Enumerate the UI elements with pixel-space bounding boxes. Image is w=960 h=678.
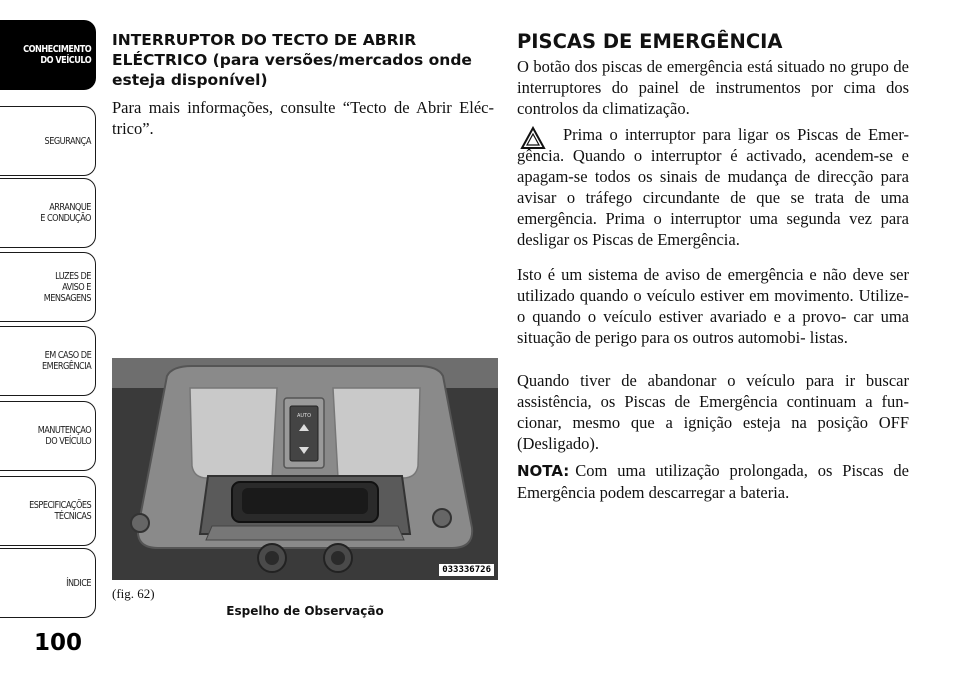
overhead-console-photo (112, 358, 498, 580)
hazard-paragraph-2-text: Prima o interruptor para ligar os Piscas de Emer- gência. Quando o interruptor é activado, acendem-se e apagam-se todos os sinais de mudança de direcção para avisar o tráfego circundante de que se trata de uma emergência. Prima o interruptor uma segunda vez para desligar os Piscas de Emergência. (517, 125, 909, 249)
figure-caption: Espelho de Observação (226, 604, 384, 618)
tab-label: EM CASO DE EMERGÊNCIA (41, 350, 91, 372)
hazard-note (517, 460, 909, 503)
page-number: 100 (34, 630, 83, 656)
tab-arranque-e-conducao[interactable] (0, 178, 96, 248)
tab-seguranca[interactable] (0, 106, 96, 176)
section-heading-hazard-lights: PISCAS DE EMERGÊNCIA (517, 30, 783, 53)
tab-label: ESPECIFICAÇÕES TÉCNICAS (28, 500, 91, 522)
figure-code: 033336726 (439, 564, 494, 576)
overhead-console-illustration (112, 358, 498, 580)
switch-auto-text: AUTO (296, 413, 312, 419)
tab-manutencao-do-veiculo[interactable] (0, 401, 96, 471)
tab-label: ÍNDICE (66, 577, 91, 589)
tab-label: MANUTENÇÃO DO VEÍCULO (37, 425, 91, 447)
tab-indice[interactable] (0, 548, 96, 618)
tab-label: ARRANQUE E CONDUÇÃO (40, 202, 91, 224)
tab-label: SEGURANÇA (44, 135, 91, 147)
tab-label: CONHECIMENTO DO VEÍCULO (22, 44, 91, 66)
tab-label: LUZES DE AVISO E MENSAGENS (43, 270, 91, 304)
section-heading-sunroof-switch: INTERRUPTOR DO TECTO DE ABRIR ELÉCTRICO (para versões/mercados onde esteja disponível) (112, 31, 472, 89)
tab-em-caso-de-emergencia[interactable] (0, 326, 96, 396)
figure-label: (fig. 62) (112, 586, 155, 601)
hazard-paragraph-2 (517, 124, 909, 250)
hazard-paragraph-1: O botão dos piscas de emergência está situado no grupo de interruptores do painel de instrumentos por cima dos controlos da climatização. (517, 57, 909, 118)
tab-especificacoes-tecnicas[interactable] (0, 476, 96, 546)
note-text: Com uma utilização prolongada, os Piscas de Emergência podem descarregar a bateria. (517, 461, 909, 502)
hazard-paragraph-3: Isto é um sistema de aviso de emergência e não deve ser utilizado quando o veículo estiver em movimento. Utilize-o quando o veículo estiver avariado e a provo- car uma situação de perigo para os outros automobi- listas. (517, 265, 909, 347)
note-label: NOTA: (517, 462, 570, 480)
hazard-paragraph-4: Quando tiver de abandonar o veículo para ir buscar assistência, os Piscas de Emergência continuam a fun- cionar, mesmo que a ignição esteja na posição OFF (Desligado). (517, 371, 909, 453)
tab-luzes-de-aviso[interactable] (0, 252, 96, 322)
tab-conhecimento-do-veiculo[interactable] (0, 20, 96, 90)
sunroof-paragraph: Para mais informações, consulte “Tecto de Abrir Eléc- trico”. (112, 98, 494, 138)
